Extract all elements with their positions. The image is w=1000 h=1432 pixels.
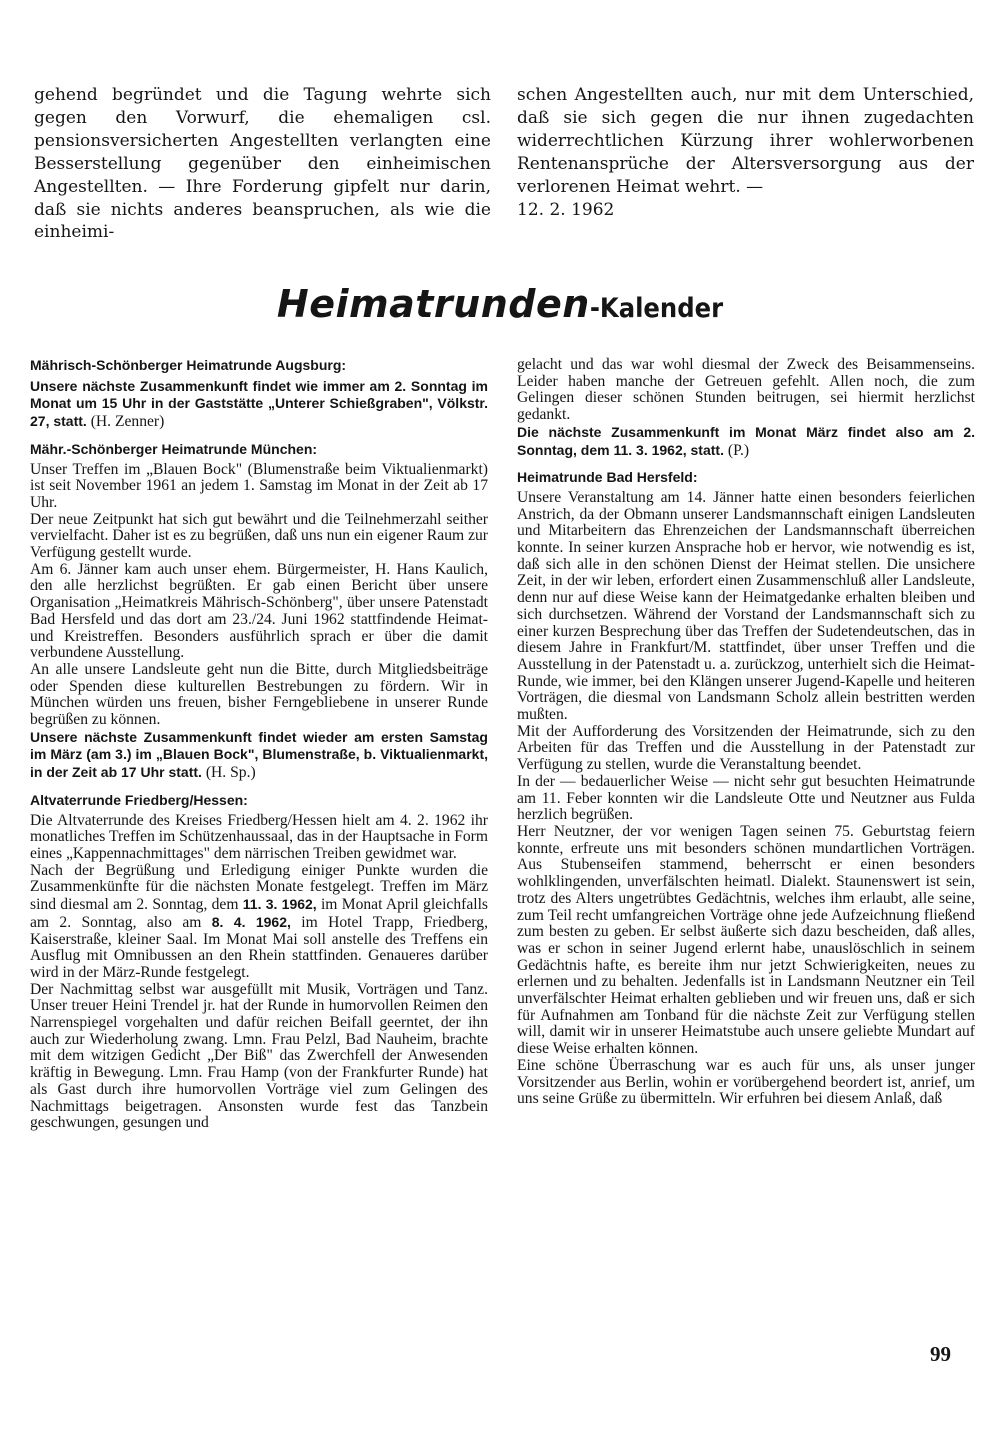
page-number: 99 (930, 1342, 951, 1366)
muenchen-notice-text: Unsere nächste Zusammenkunft findet wieder am ersten Samstag im März (am 3.) im „Blauen Bock", Blumenstraße, b. Viktualienmarkt, in der Zeit ab 17 Uhr statt. (30, 728, 488, 781)
muenchen-paragraph-1: Unser Treffen im „Blauen Bock" (Blumenstraße beim Viktualienmarkt) ist seit November 1961 an jedem 1. Samstag im Monat in der Zeit ab 17 Uhr. (30, 460, 488, 511)
augsburg-notice (30, 378, 488, 431)
muenchen-paragraph-2: Der neue Zeitpunkt hat sich gut bewährt und die Teilnehmerzahl seither vervielfacht. Daher ist es zu begrüßen, daß uns nun ein eigener Raum zur Verfügung gestellt wurde. (30, 510, 488, 562)
section-title-hersfeld: Heimatrunde Bad Hersfeld: (517, 469, 698, 486)
augsburg-notice-text: Unsere nächste Zusammenkunft findet wie immer am 2. Sonntag im Monat um 15 Uhr in der Gaststätte „Unterer Schießgraben", Völkstr. 27, statt. (30, 377, 488, 430)
intro-date: 12. 2. 1962 (517, 199, 615, 220)
hersfeld-paragraph-4: Herr Neutzner, der vor wenigen Tagen seinen 75. Geburtstag feiern konnte, erfreute uns mit besonders schönen mundartlichen Vorträgen. Aus Stubenseifen stammend, beherrscht er einen besonders wohlklingenden, unverfälschten heimatl. Dialekt. Staunenswert ist sein, trotz des Alters ungetrübtes Gedächtnis, welches ihm erlaubt, alle seine, zum Teil recht umfangreichen Vorträge ohne jede Aufzeichnung fließend zum besten zu geben. Er selbst äußerte sich dazu bescheiden, daß alles, was er schon in seiner Jugend erlernt habe, unauslöschlich in seinem Gedächtnis hafte, es bereite ihm nur jetzt Schwierigkeiten, neues zu erlernen und zu behalten. Jedenfalls ist in Landsmann Neutzner ein Teil unverfälschter Heimat erhalten geblieben und wir freuen uns, daß er sich für Aufnahmen am Tonband für die nächste Zeit zur Verfügung stellen will, damit wir in unserer Heimatstube auch unsere geliebte Mundart auf diese Weise erhalten können. (517, 822, 975, 1058)
continued-notice (517, 424, 975, 459)
section-title-augsburg: Mährisch-Schönberger Heimatrunde Augsburg: (30, 357, 347, 373)
friedberg-paragraph-2 (30, 863, 488, 982)
left-column (30, 357, 488, 1357)
intro-section (34, 84, 974, 244)
hersfeld-paragraph-1: Unsere Veranstaltung am 14. Jänner hatte einen besonders feierlichen Anstrich, da der Obmann unserer Landsmannschaft einigen Landsleuten und Mitarbeitern das Ehrenzeichen der Landsmannschaft überreichen konnte. In seiner kurzen Ansprache hob er hervor, wie notwendig es ist, daß sich alle in den schönen Dienst der Heimat stellen. Die unsichere Zeit, in der wir leben, erfordert einen Zusammenschluß aller Landsleute, denn nur auf diese Weise kann der Heimatgedanke erhalten bleiben und sich durchsetzen. Während der Vorstand der Landsmannschaft sich zu einer kurzen Besprechung über das Treffen der Sudetendeutschen, das in diesem Jahre in Frankfurt/M. stattfindet, über unser Treffen und die Ausstellung in der Patenstadt u. a. zurückzog, unterhielt sich die Heimat-Runde, wie immer, bei den Klängen unserer Jugend-Kapelle und heiteren Vorträgen, die diesmal von Landsmann Scholz allein bestritten werden mußten. (517, 488, 975, 724)
augsburg-signature: (H. Zenner) (90, 413, 165, 431)
hersfeld-paragraph-3: In der — bedauerlicher Weise — nicht sehr gut besuchten Heimatrunde am 11. Feber konnten wir die Landsleute Otte und Neutzner aus Fulda herzlich begrüßen. (517, 772, 975, 824)
section-title-friedberg: Altvaterrunde Friedberg/Hessen: (30, 791, 248, 808)
continued-notice-text: Die nächste Zusammenkunft im Monat März findet also am 2. Sonntag, dem 11. 3. 1962, statt. (517, 423, 975, 458)
intro-right-column (517, 84, 974, 244)
muenchen-paragraph-4: An alle unsere Landsleute geht nun die Bitte, durch Mitgliedsbeiträge oder Spenden diese kulturellen Bestrebungen zu fördern. Wir in München würden uns freuen, bisher Ferngebliebene in unserer Runde begrüßen zu können. (30, 660, 488, 729)
continued-signature: (P.) (727, 441, 750, 459)
intro-left-column (34, 84, 491, 244)
friedberg-paragraph-1: Die Altvaterrunde des Kreises Friedberg/Hessen hielt am 4. 2. 1962 ihr monatliches Treffen im Schützenhaussaal, das in der Hauptsache in Form eines „Kappennachmittages" dem närrischen Treiben gewidmet war. (30, 811, 488, 862)
article-columns (30, 357, 975, 1357)
friedberg-date-march: 11. 3. 1962, (242, 896, 317, 913)
title-main: Heimatrunden (276, 282, 590, 326)
hersfeld-paragraph-2: Mit der Aufforderung des Vorsitzenden der Heimatrunde, sich zu den Arbeiten für das Treffen und die Ausstellung in der Patenstadt zur Verfügung zu stellen, wurde die Veranstaltung beendet. (517, 722, 975, 774)
friedberg-p2-part-a: Nach der Begrüßung und Erledigung einiger Punkte wurden die Zusammenkünfte für die nächsten Monate festgelegt. Treffen im März sind diesmal am 2. Sonntag, dem (30, 861, 488, 914)
title-sub: -Kalender (589, 293, 724, 324)
section-title-muenchen: Mähr.-Schönberger Heimatrunde München: (30, 440, 318, 457)
right-column (517, 357, 975, 1357)
intro-right-text: schen Angestellten auch, nur mit dem Unterschied, daß sie sich gegen die nur ihnen zugedachten widerrechtlichen Kürzung ihrer wohlerworbenen Rentenansprüche der Altersversorgung aus der verlorenen Heimat wehrt. — (517, 85, 974, 197)
muenchen-paragraph-3: Am 6. Jänner kam auch unser ehem. Bürgermeister, H. Hans Kaulich, den alle herzlichst begrüßten. Er gab einen Bericht über unsere Organisation „Heimatkreis Mährisch-Schönberg", über unsere Patenstadt Bad Hersfeld und das dort am 23./24. Juni 1962 stattfindende Heimat- und Kreistreffen. Besonders ausführlich sprach er über die damit verbundene Ausstellung. (30, 560, 488, 662)
friedberg-p2-part-b: im Monat April gleichfalls am 2. Sonntag, also am (30, 896, 488, 931)
hersfeld-paragraph-5: Eine schöne Überraschung war es auch für uns, als unser junger Vorsitzender aus Berlin, wohin er vorübergehend beordert ist, anrief, um uns seine Grüße zu übermitteln. Wir erfuhren bei diesem Anlaß, daß (517, 1056, 975, 1108)
muenchen-notice (30, 729, 488, 782)
muenchen-signature: (H. Sp.) (205, 764, 256, 782)
page-title (0, 282, 1000, 326)
intro-left-text: gehend begründet und die Tagung wehrte sich gegen den Vorwurf, die ehemaligen csl. pensionsversicherten Angestellten verlangten eine Besserstellung gegenüber den einheimischen Angestellten. — Ihre Forderung gipfelt nur darin, daß sie nichts anderes beanspruchen, als wie die einheimi- (34, 85, 491, 243)
continued-paragraph: gelacht und das war wohl diesmal der Zweck des Beisammenseins. Leider haben manche der Getreuen gefehlt. Allen noch, die zum Gelingen dieser schönen Stunden beitrugen, sei hiermit herzlichst gedankt. (517, 356, 975, 424)
friedberg-date-april: 8. 4. 1962, (211, 913, 291, 930)
friedberg-paragraph-3: Der Nachmittag selbst war ausgefüllt mit Musik, Vorträgen und Tanz. Unser treuer Heini Trendel jr. hat der Runde in humorvollen Reimen den Narrenspiegel vorgehalten und dafür reichen Beifall geerntet, der ihn auch zur Wiederholung zwang. Lmn. Frau Pelzl, Bad Nauheim, brachte mit dem witzigen Gedicht „Der Biß" das Zwerchfell der Anwesenden kräftig in Bewegung. Lmn. Frau Hamp (von der Frankfurter Runde) hat als Gast durch ihre humorvollen Vorträge viel zum Gelingen des Nachmittags beigetragen. Ansonsten wurde fest das Tanzbein geschwungen, gesungen und (30, 980, 488, 1132)
friedberg-p2-part-c: im Hotel Trapp, Friedberg, Kaiserstraße, kleiner Saal. Im Monat Mai soll anstelle des Treffens ein Ausflug mit Omnibussen an den Rhein stattfinden. Genaueres darüber wird in der März-Runde festgelegt. (30, 913, 488, 981)
